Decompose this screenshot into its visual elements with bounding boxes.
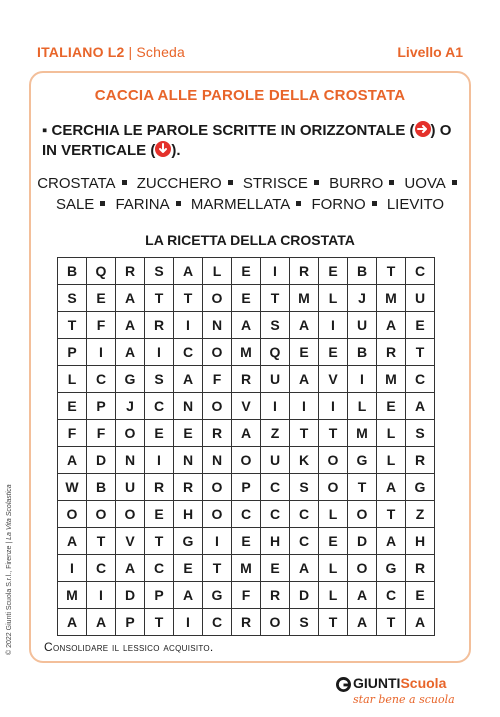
grid-cell[interactable]: T: [377, 609, 406, 636]
grid-cell[interactable]: O: [319, 474, 348, 501]
instruction-text-1: CERCHIA LE PAROLE SCRITTE IN ORIZZONTALE (: [51, 122, 415, 139]
grid-cell[interactable]: F: [87, 420, 116, 447]
level-label: Livello A1: [397, 44, 463, 60]
grid-cell[interactable]: I: [145, 447, 174, 474]
grid-cell[interactable]: S: [58, 285, 87, 312]
footer-note: Consolidare il lessico acquisito.: [44, 640, 214, 654]
word-item: CROSTATA: [37, 175, 116, 192]
grid-cell[interactable]: P: [232, 474, 261, 501]
grid-cell[interactable]: R: [145, 312, 174, 339]
grid-cell[interactable]: U: [348, 312, 377, 339]
page-title: CACCIA ALLE PAROLE DELLA CROSTATA: [94, 87, 406, 104]
grid-cell[interactable]: C: [290, 528, 319, 555]
grid-cell[interactable]: I: [319, 312, 348, 339]
grid-cell[interactable]: R: [232, 366, 261, 393]
grid-cell[interactable]: E: [174, 420, 203, 447]
grid-cell[interactable]: T: [145, 285, 174, 312]
grid-cell[interactable]: N: [174, 447, 203, 474]
grid-title: LA RICETTA DELLA CROSTATA: [145, 232, 355, 248]
grid-cell[interactable]: G: [377, 555, 406, 582]
grid-cell[interactable]: G: [348, 447, 377, 474]
grid-cell[interactable]: T: [406, 339, 435, 366]
grid-cell[interactable]: R: [145, 474, 174, 501]
grid-cell[interactable]: G: [174, 528, 203, 555]
grid-cell[interactable]: S: [145, 366, 174, 393]
grid-cell[interactable]: U: [261, 366, 290, 393]
word-item: FORNO: [311, 196, 366, 213]
grid-cell[interactable]: T: [145, 528, 174, 555]
grid-cell[interactable]: M: [377, 285, 406, 312]
logo-brand-accent: Scuola: [400, 675, 447, 691]
grid-cell[interactable]: O: [203, 393, 232, 420]
logo-brand: GIUNTI: [353, 675, 401, 691]
grid-cell[interactable]: T: [174, 285, 203, 312]
grid-cell[interactable]: C: [261, 474, 290, 501]
grid-cell[interactable]: E: [406, 582, 435, 609]
grid-cell[interactable]: R: [232, 609, 261, 636]
grid-cell[interactable]: E: [319, 258, 348, 285]
grid-cell[interactable]: C: [87, 366, 116, 393]
instruction-text-3: ).: [171, 142, 181, 159]
grid-cell[interactable]: S: [406, 420, 435, 447]
logo-mark-icon: [336, 677, 351, 692]
grid-cell[interactable]: O: [348, 555, 377, 582]
grid-cell[interactable]: A: [116, 555, 145, 582]
grid-cell[interactable]: A: [116, 312, 145, 339]
grid-cell[interactable]: O: [87, 501, 116, 528]
grid-cell[interactable]: T: [87, 528, 116, 555]
grid-cell[interactable]: H: [406, 528, 435, 555]
grid-cell[interactable]: I: [174, 312, 203, 339]
grid-cell[interactable]: N: [116, 447, 145, 474]
grid-cell[interactable]: L: [377, 420, 406, 447]
grid-cell[interactable]: A: [406, 609, 435, 636]
grid-cell[interactable]: V: [232, 393, 261, 420]
grid-cell[interactable]: A: [232, 312, 261, 339]
grid-cell[interactable]: A: [174, 366, 203, 393]
grid-cell[interactable]: E: [261, 555, 290, 582]
grid-cell[interactable]: R: [406, 447, 435, 474]
grid-cell[interactable]: A: [174, 258, 203, 285]
grid-cell[interactable]: O: [348, 501, 377, 528]
grid-cell[interactable]: M: [290, 285, 319, 312]
grid-cell[interactable]: T: [319, 420, 348, 447]
grid-cell[interactable]: F: [232, 582, 261, 609]
copyright-text: © 2022 Giunti Scuola S.r.l., Firenze |: [6, 539, 13, 655]
subject-label: [37, 44, 185, 60]
grid-cell[interactable]: T: [377, 501, 406, 528]
grid-cell[interactable]: G: [116, 366, 145, 393]
grid-cell[interactable]: N: [203, 312, 232, 339]
grid-cell[interactable]: E: [87, 285, 116, 312]
worksheet-type: Scheda: [136, 44, 186, 60]
grid-cell[interactable]: L: [319, 285, 348, 312]
grid-cell[interactable]: O: [232, 447, 261, 474]
grid-cell[interactable]: I: [58, 555, 87, 582]
arrow-down-icon: [155, 141, 171, 157]
grid-cell[interactable]: A: [348, 609, 377, 636]
grid-cell[interactable]: B: [348, 258, 377, 285]
grid-cell[interactable]: L: [203, 258, 232, 285]
grid-cell[interactable]: A: [290, 312, 319, 339]
grid-cell[interactable]: A: [232, 420, 261, 447]
grid-cell[interactable]: H: [261, 528, 290, 555]
grid-cell[interactable]: R: [261, 582, 290, 609]
grid-cell[interactable]: C: [377, 582, 406, 609]
grid-cell[interactable]: E: [232, 285, 261, 312]
grid-cell[interactable]: I: [261, 258, 290, 285]
page-header: [37, 44, 463, 64]
grid-cell[interactable]: Q: [87, 258, 116, 285]
grid-cell[interactable]: B: [58, 258, 87, 285]
grid-cell[interactable]: L: [319, 501, 348, 528]
header-separator: |: [128, 44, 133, 60]
grid-cell[interactable]: D: [290, 582, 319, 609]
grid-cell[interactable]: G: [203, 582, 232, 609]
word-item: SALE: [55, 196, 95, 213]
grid-cell[interactable]: T: [203, 555, 232, 582]
grid-cell[interactable]: I: [145, 339, 174, 366]
grid-cell[interactable]: I: [290, 393, 319, 420]
grid-cell[interactable]: D: [87, 447, 116, 474]
grid-cell[interactable]: L: [348, 393, 377, 420]
grid-cell[interactable]: S: [290, 609, 319, 636]
grid-cell[interactable]: L: [319, 582, 348, 609]
grid-cell[interactable]: V: [116, 528, 145, 555]
grid-cell[interactable]: I: [87, 582, 116, 609]
grid-cell[interactable]: C: [406, 258, 435, 285]
grid-cell[interactable]: A: [377, 528, 406, 555]
word-item: BURRO: [329, 175, 384, 192]
grid-cell[interactable]: C: [290, 501, 319, 528]
grid-cell[interactable]: E: [290, 339, 319, 366]
grid-cell[interactable]: C: [261, 501, 290, 528]
grid-cell[interactable]: A: [58, 609, 87, 636]
grid-cell[interactable]: M: [232, 339, 261, 366]
copyright-notice: [6, 484, 13, 655]
grid-cell[interactable]: C: [203, 609, 232, 636]
grid-cell[interactable]: S: [145, 258, 174, 285]
giunti-scuola-logo: [336, 675, 456, 711]
grid-cell[interactable]: V: [319, 366, 348, 393]
grid-cell[interactable]: I: [87, 339, 116, 366]
grid-cell[interactable]: M: [377, 366, 406, 393]
grid-cell[interactable]: H: [174, 501, 203, 528]
grid-cell[interactable]: C: [406, 366, 435, 393]
grid-cell[interactable]: R: [290, 258, 319, 285]
grid-cell[interactable]: T: [348, 474, 377, 501]
grid-cell[interactable]: O: [58, 501, 87, 528]
grid-cell[interactable]: I: [261, 393, 290, 420]
word-item: STRISCE: [242, 175, 308, 192]
grid-cell[interactable]: A: [58, 528, 87, 555]
grid-cell[interactable]: E: [145, 501, 174, 528]
grid-cell[interactable]: E: [406, 312, 435, 339]
grid-cell[interactable]: G: [406, 474, 435, 501]
grid-cell[interactable]: O: [203, 339, 232, 366]
word-item: LIEVITO: [386, 196, 445, 213]
grid-cell[interactable]: U: [406, 285, 435, 312]
grid-cell[interactable]: A: [87, 609, 116, 636]
grid-cell[interactable]: S: [261, 312, 290, 339]
grid-cell[interactable]: T: [290, 420, 319, 447]
grid-cell[interactable]: L: [58, 366, 87, 393]
word-list: [35, 173, 465, 215]
grid-cell[interactable]: L: [319, 555, 348, 582]
grid-cell[interactable]: B: [87, 474, 116, 501]
grid-cell[interactable]: W: [58, 474, 87, 501]
grid-cell[interactable]: K: [290, 447, 319, 474]
grid-cell[interactable]: E: [58, 393, 87, 420]
grid-cell[interactable]: E: [145, 420, 174, 447]
grid-cell[interactable]: P: [58, 339, 87, 366]
grid-cell[interactable]: A: [348, 582, 377, 609]
grid-cell[interactable]: P: [87, 393, 116, 420]
grid-cell[interactable]: R: [203, 420, 232, 447]
grid-cell[interactable]: D: [116, 582, 145, 609]
grid-cell[interactable]: C: [174, 339, 203, 366]
grid-cell[interactable]: E: [377, 393, 406, 420]
grid-cell[interactable]: S: [290, 474, 319, 501]
grid-cell[interactable]: M: [232, 555, 261, 582]
publication-name: La Vita Scolastica: [6, 484, 13, 540]
grid-cell[interactable]: L: [377, 447, 406, 474]
grid-cell[interactable]: R: [377, 339, 406, 366]
instruction: ▪ CERCHIA LE PAROLE SCRITTE IN ORIZZONTALE ( ) O IN VERTICALE ( ).: [42, 122, 452, 159]
grid-cell[interactable]: U: [116, 474, 145, 501]
grid-cell[interactable]: R: [174, 474, 203, 501]
grid-cell[interactable]: F: [87, 312, 116, 339]
word-item: ZUCCHERO: [136, 175, 222, 192]
grid-cell[interactable]: E: [174, 555, 203, 582]
grid-cell[interactable]: M: [348, 420, 377, 447]
grid-cell[interactable]: R: [116, 258, 145, 285]
grid-cell[interactable]: A: [116, 339, 145, 366]
grid-cell[interactable]: E: [319, 528, 348, 555]
grid-cell[interactable]: A: [174, 582, 203, 609]
grid-cell[interactable]: B: [348, 339, 377, 366]
grid-cell[interactable]: I: [319, 393, 348, 420]
subject: ITALIANO L2: [37, 44, 125, 60]
grid-cell[interactable]: T: [145, 609, 174, 636]
grid-cell[interactable]: I: [174, 609, 203, 636]
grid-cell[interactable]: J: [348, 285, 377, 312]
grid-cell[interactable]: F: [203, 366, 232, 393]
grid-cell[interactable]: C: [145, 393, 174, 420]
instruction-text-2: ) O IN VERTICALE (: [42, 122, 452, 159]
logo-tagline: star bene a scuola: [353, 693, 455, 706]
grid-cell[interactable]: C: [87, 555, 116, 582]
grid-cell[interactable]: T: [377, 258, 406, 285]
grid-cell[interactable]: E: [232, 258, 261, 285]
arrow-right-icon: [415, 121, 431, 137]
grid-cell[interactable]: M: [58, 582, 87, 609]
grid-cell[interactable]: T: [58, 312, 87, 339]
grid-cell[interactable]: E: [232, 528, 261, 555]
grid-cell[interactable]: F: [58, 420, 87, 447]
grid-cell[interactable]: T: [319, 609, 348, 636]
grid-cell[interactable]: O: [319, 447, 348, 474]
grid-cell[interactable]: N: [174, 393, 203, 420]
grid-cell[interactable]: T: [261, 285, 290, 312]
word-item: UOVA: [404, 175, 446, 192]
grid-cell[interactable]: A: [116, 285, 145, 312]
grid-cell[interactable]: Q: [261, 339, 290, 366]
grid-cell[interactable]: A: [290, 555, 319, 582]
grid-cell[interactable]: E: [319, 339, 348, 366]
grid-cell[interactable]: N: [203, 447, 232, 474]
grid-cell[interactable]: P: [116, 609, 145, 636]
grid-cell[interactable]: O: [203, 285, 232, 312]
grid-cell[interactable]: R: [406, 555, 435, 582]
grid-cell[interactable]: P: [145, 582, 174, 609]
grid-cell[interactable]: Z: [406, 501, 435, 528]
grid-cell[interactable]: O: [203, 501, 232, 528]
grid-cell[interactable]: A: [290, 366, 319, 393]
grid-cell[interactable]: O: [203, 474, 232, 501]
word-item: MARMELLATA: [190, 196, 291, 213]
grid-cell[interactable]: A: [377, 474, 406, 501]
grid-cell[interactable]: I: [348, 366, 377, 393]
grid-cell[interactable]: I: [203, 528, 232, 555]
grid-cell[interactable]: J: [116, 393, 145, 420]
grid-cell[interactable]: O: [116, 501, 145, 528]
grid-cell[interactable]: A: [377, 312, 406, 339]
word-item: FARINA: [115, 196, 170, 213]
grid-cell[interactable]: U: [261, 447, 290, 474]
grid-cell[interactable]: C: [232, 501, 261, 528]
grid-cell[interactable]: D: [348, 528, 377, 555]
grid-cell[interactable]: A: [406, 393, 435, 420]
grid-cell[interactable]: O: [116, 420, 145, 447]
grid-cell[interactable]: C: [145, 555, 174, 582]
grid-cell[interactable]: O: [261, 609, 290, 636]
grid-cell[interactable]: Z: [261, 420, 290, 447]
grid-cell[interactable]: A: [58, 447, 87, 474]
word-search-grid: [57, 257, 435, 636]
